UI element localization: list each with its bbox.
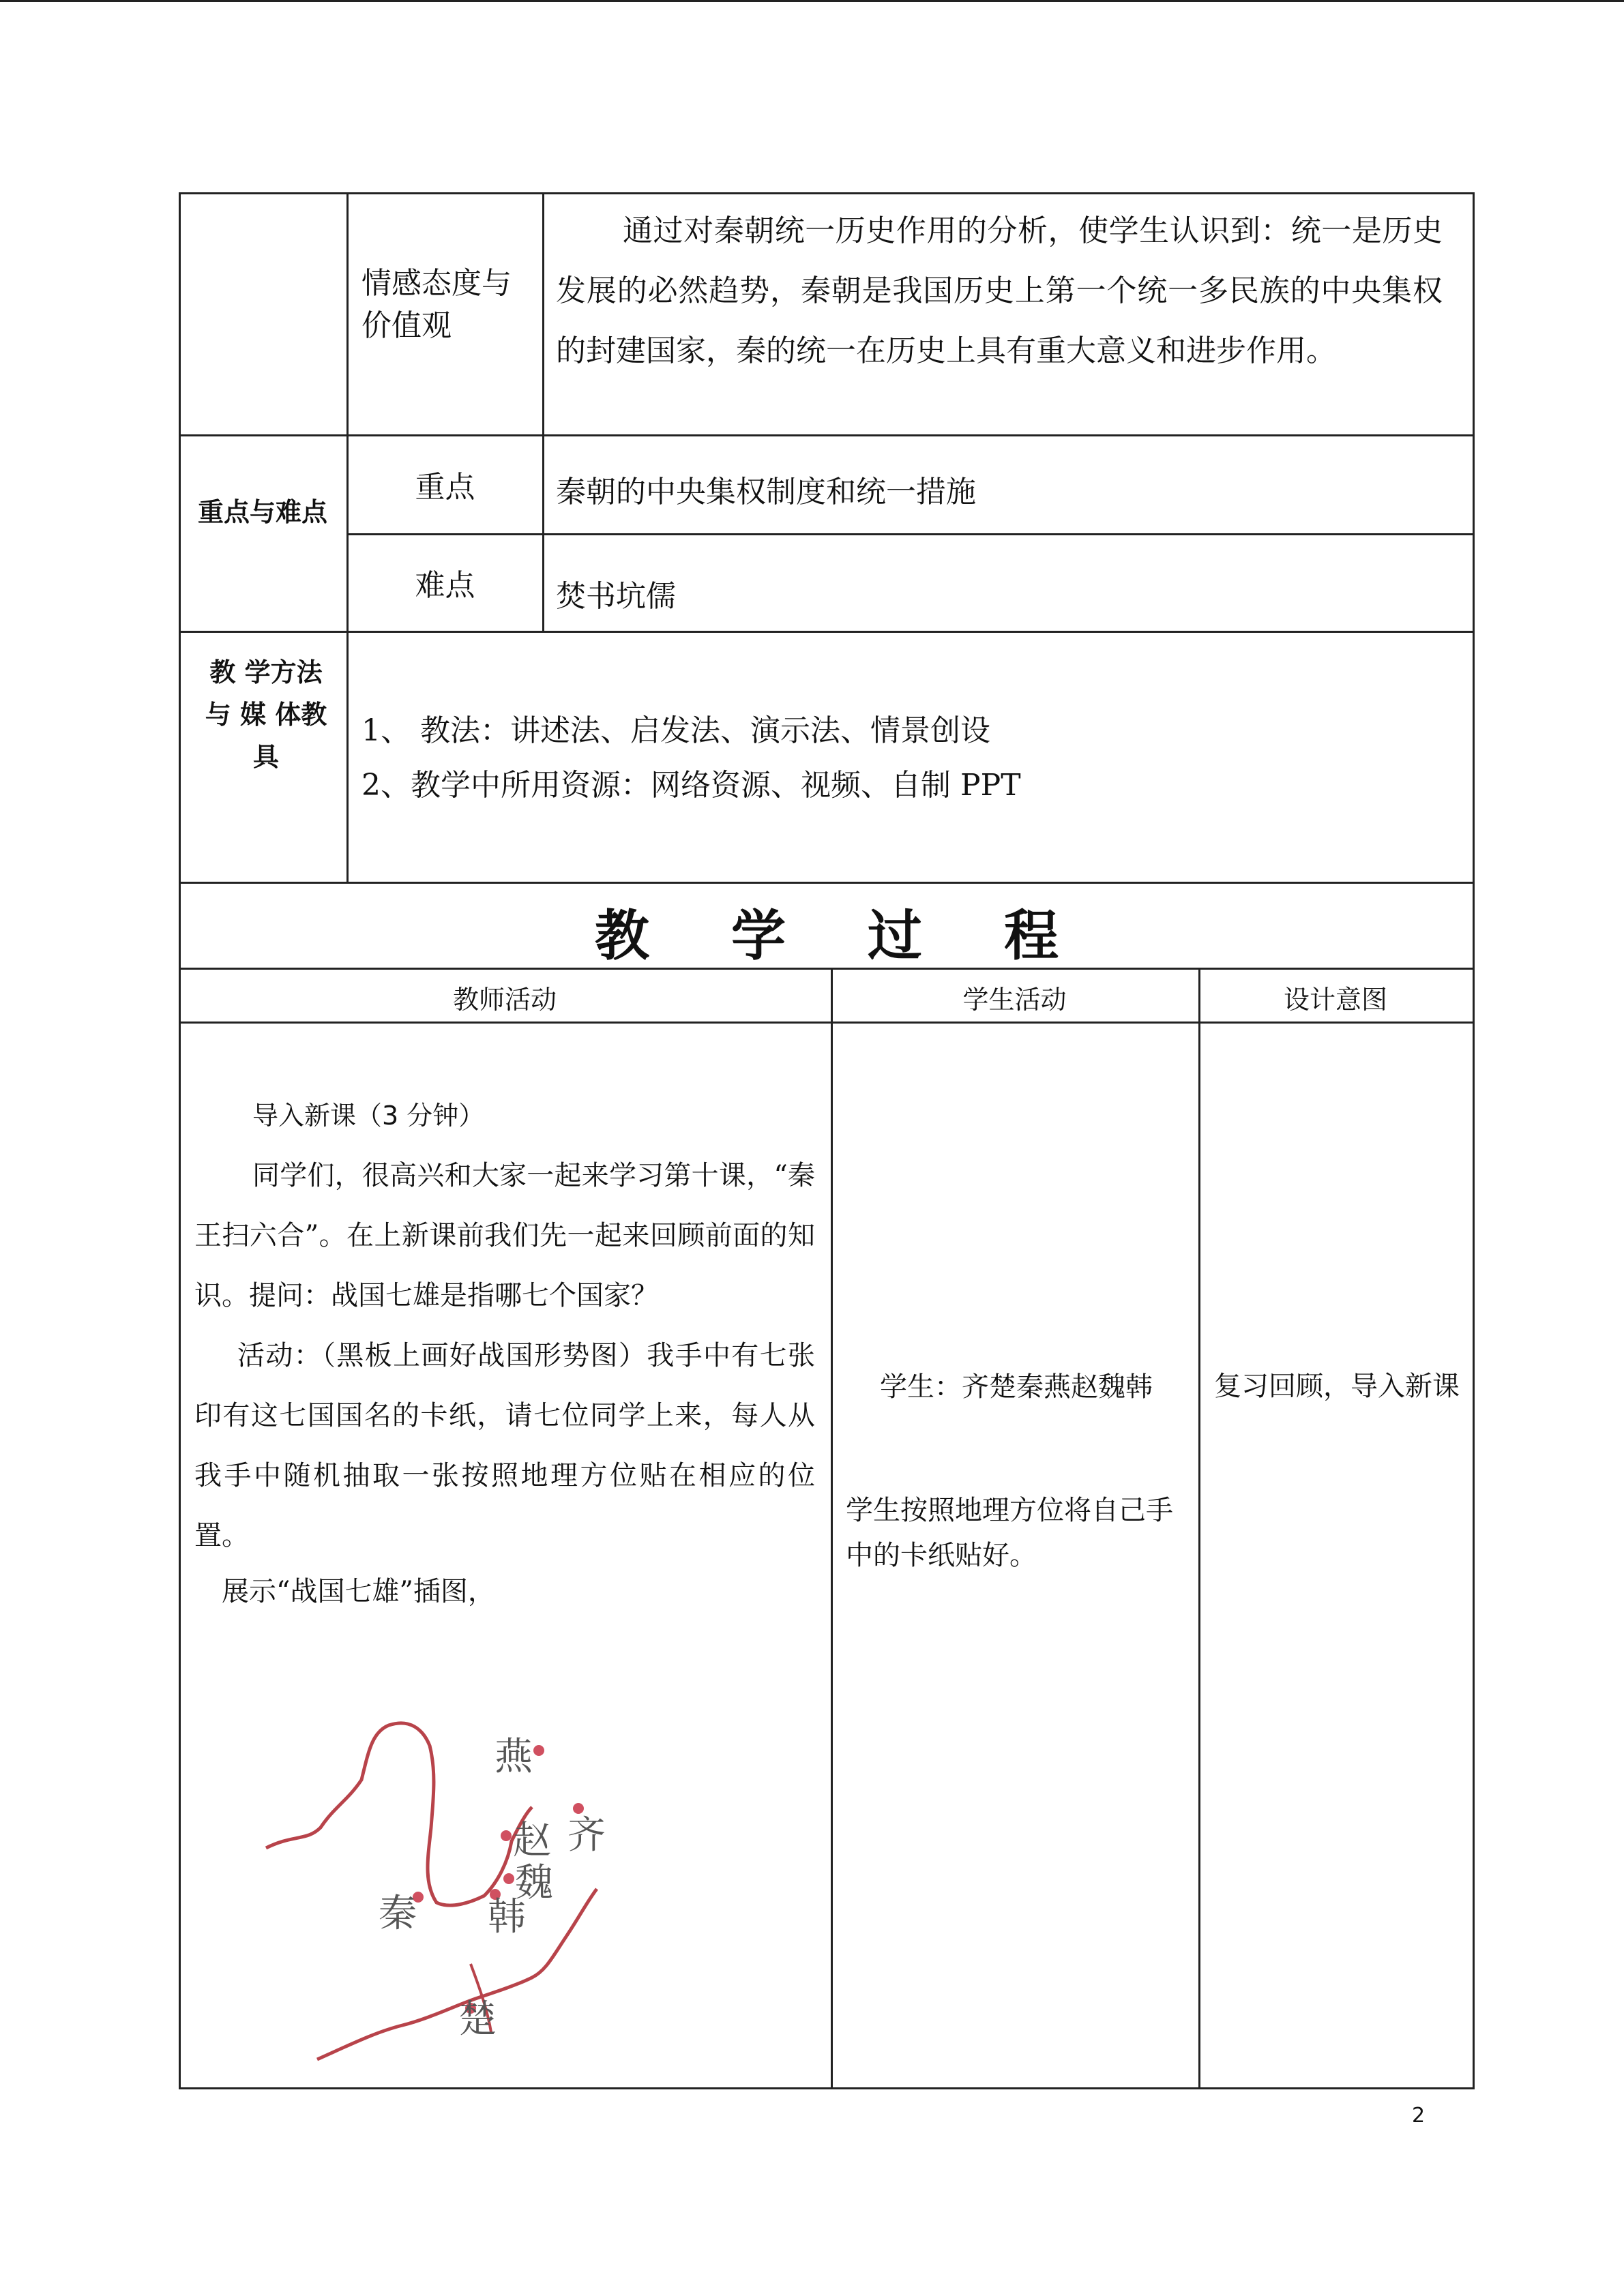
- student-answer-2: 学生按照地理方位将自己手中的卡纸贴好。: [846, 1495, 1173, 1571]
- map-label-yan: 燕: [494, 1735, 533, 1779]
- student-answer-1: 学生：齐楚秦燕赵魏韩: [880, 1371, 1153, 1403]
- col-header-teacher: 教师活动: [452, 985, 557, 1015]
- col-header-intent: 设计意图: [1283, 985, 1387, 1015]
- page-number: 2: [1412, 2104, 1426, 2128]
- map-label-qin: 秦: [379, 1892, 417, 1936]
- methods-label: 教 学方法 与 媒 体教具: [205, 657, 327, 772]
- map-marker-zhao: [501, 1830, 512, 1841]
- map-river-south: [317, 1889, 597, 2059]
- emotion-label: 情感态度与价值观: [361, 266, 512, 343]
- teacher-intro: 导入新课（3 分钟）: [252, 1101, 485, 1131]
- col-header-student: 学生活动: [962, 985, 1067, 1015]
- map-marker-wei: [503, 1873, 514, 1884]
- warring-states-map: [252, 1705, 634, 2073]
- key-label: 重点: [415, 470, 475, 505]
- difficulty-label: 难点: [415, 568, 475, 603]
- design-intent: 复习回顾，导入新课: [1214, 1371, 1460, 1402]
- map-marker-qi: [573, 1803, 584, 1814]
- process-title: 教学过程: [595, 904, 1140, 968]
- map-label-zhao: 赵: [513, 1819, 551, 1863]
- map-label-chu: 楚: [458, 1997, 497, 2042]
- methods-item-2: 2、教学中所用资源：网络资源、视频、自制 PPT: [361, 768, 1021, 803]
- map-label-wei: 魏: [515, 1861, 553, 1905]
- emotion-text: 通过对秦朝统一历史作用的分析，使学生认识到：统一是历史发展的必然趋势，秦朝是我国历史上第一个统一多民族的中央集权的封建国家，秦的统一在历史上具有重大意义和进步作用。: [556, 213, 1443, 368]
- key-text: 秦朝的中央集权制度和统一措施: [556, 475, 976, 509]
- key-points-label: 重点与难点: [197, 497, 327, 527]
- map-river-north: [266, 1723, 532, 1905]
- map-label-han: 韩: [488, 1895, 526, 1939]
- teacher-para-3: 展示“战国七雄”插图，: [222, 1576, 495, 1607]
- top-border: [0, 0, 1624, 2]
- teacher-para-2: 活动：（黑板上画好战国形势图）我手中有七张印有这七国国名的卡纸，请七位同学上来，每人从我手中随机抽取一张按照地理方位贴在相应的位置。: [194, 1340, 815, 1551]
- map-marker-yan: [533, 1745, 544, 1756]
- difficulty-text: 焚书坑儒: [556, 579, 676, 614]
- methods-item-1: 1、 教法：讲述法、启发法、演示法、情景创设: [361, 713, 990, 748]
- map-label-qi: 齐: [567, 1813, 606, 1858]
- teacher-para-1: 同学们，很高兴和大家一起来学习第十课，“秦王扫六合”。在上新课前我们先一起来回顾前面的知识。提问：战国七雄是指哪七个国家？: [194, 1160, 815, 1311]
